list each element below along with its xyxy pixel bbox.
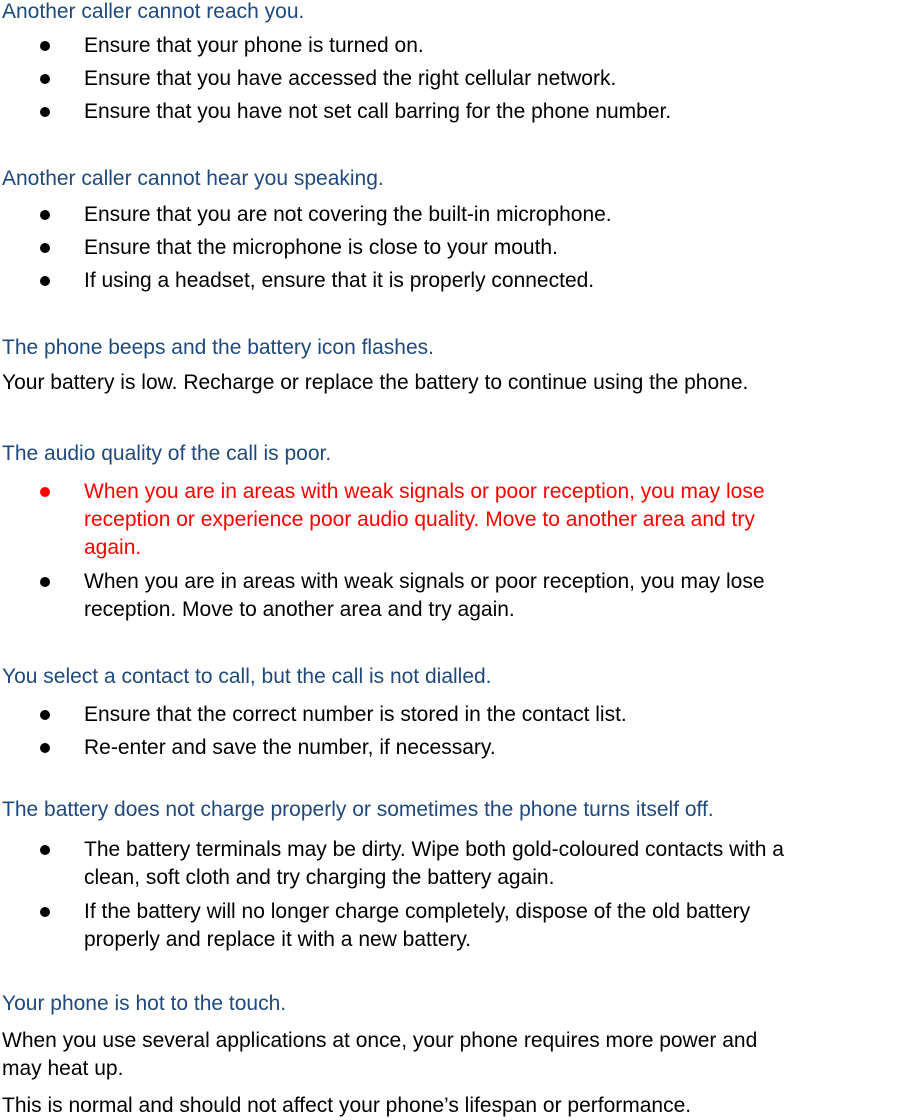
list-item-text: If using a headset, ensure that it is properly connected.	[84, 269, 595, 292]
list-item-text: Ensure that the microphone is close to your mouth.	[84, 236, 558, 259]
list-item-text: Ensure that the correct number is stored in the contact list.	[84, 703, 627, 726]
bullet-icon	[40, 710, 50, 720]
list-item-text: reception or experience poor audio quality. Move to another area and try	[84, 508, 755, 531]
list-item-text: When you are in areas with weak signals or poor reception, you may lose	[84, 570, 765, 593]
section-heading: The audio quality of the call is poor.	[2, 442, 332, 465]
body-paragraph: When you use several applications at once, your phone requires more power and may heat up.	[2, 1029, 758, 1080]
list-item-text: clean, soft cloth and try charging the battery again.	[84, 866, 555, 889]
section-heading: The battery does not charge properly or sometimes the phone turns itself off.	[2, 798, 714, 821]
list-item-text: Ensure that you are not covering the built-in microphone.	[84, 203, 612, 226]
section-heading: Another caller cannot reach you.	[2, 0, 305, 23]
section-heading: Another caller cannot hear you speaking.	[2, 167, 384, 190]
section-heading: Your phone is hot to the touch.	[2, 992, 287, 1015]
list-item-text: again.	[84, 536, 142, 559]
section-heading: The phone beeps and the battery icon flashes.	[2, 336, 434, 359]
bullet-icon	[40, 845, 50, 855]
list-item-text: Ensure that you have not set call barring for the phone number.	[84, 100, 672, 123]
list-item-text: properly and replace it with a new battery.	[84, 928, 472, 951]
bullet-icon	[40, 243, 50, 253]
list-item-text: If the battery will no longer charge completely, dispose of the old battery	[84, 900, 751, 923]
bullet-icon	[40, 577, 50, 587]
list-item-text: Ensure that you have accessed the right cellular network.	[84, 67, 617, 90]
list-item-text: reception. Move to another area and try again.	[84, 598, 515, 621]
list-item-text: When you are in areas with weak signals or poor reception, you may lose	[84, 480, 765, 503]
section-heading: You select a contact to call, but the call is not dialled.	[2, 665, 492, 688]
bullet-icon	[40, 487, 50, 497]
bullet-icon	[40, 276, 50, 286]
bullet-icon	[40, 907, 50, 917]
bullet-icon	[40, 743, 50, 753]
body-paragraph: Your battery is low. Recharge or replace the battery to continue using the phone.	[2, 371, 749, 394]
bullet-icon	[40, 210, 50, 220]
body-paragraph: This is normal and should not affect your phone’s lifespan or performance.	[2, 1094, 692, 1117]
list-item-text: The battery terminals may be dirty. Wipe both gold-coloured contacts with a	[84, 838, 784, 861]
bullet-icon	[40, 107, 50, 117]
bullet-icon	[40, 41, 50, 51]
list-item-text: Ensure that your phone is turned on.	[84, 34, 424, 57]
list-item-text: Re-enter and save the number, if necessary.	[84, 736, 496, 759]
bullet-icon	[40, 74, 50, 84]
